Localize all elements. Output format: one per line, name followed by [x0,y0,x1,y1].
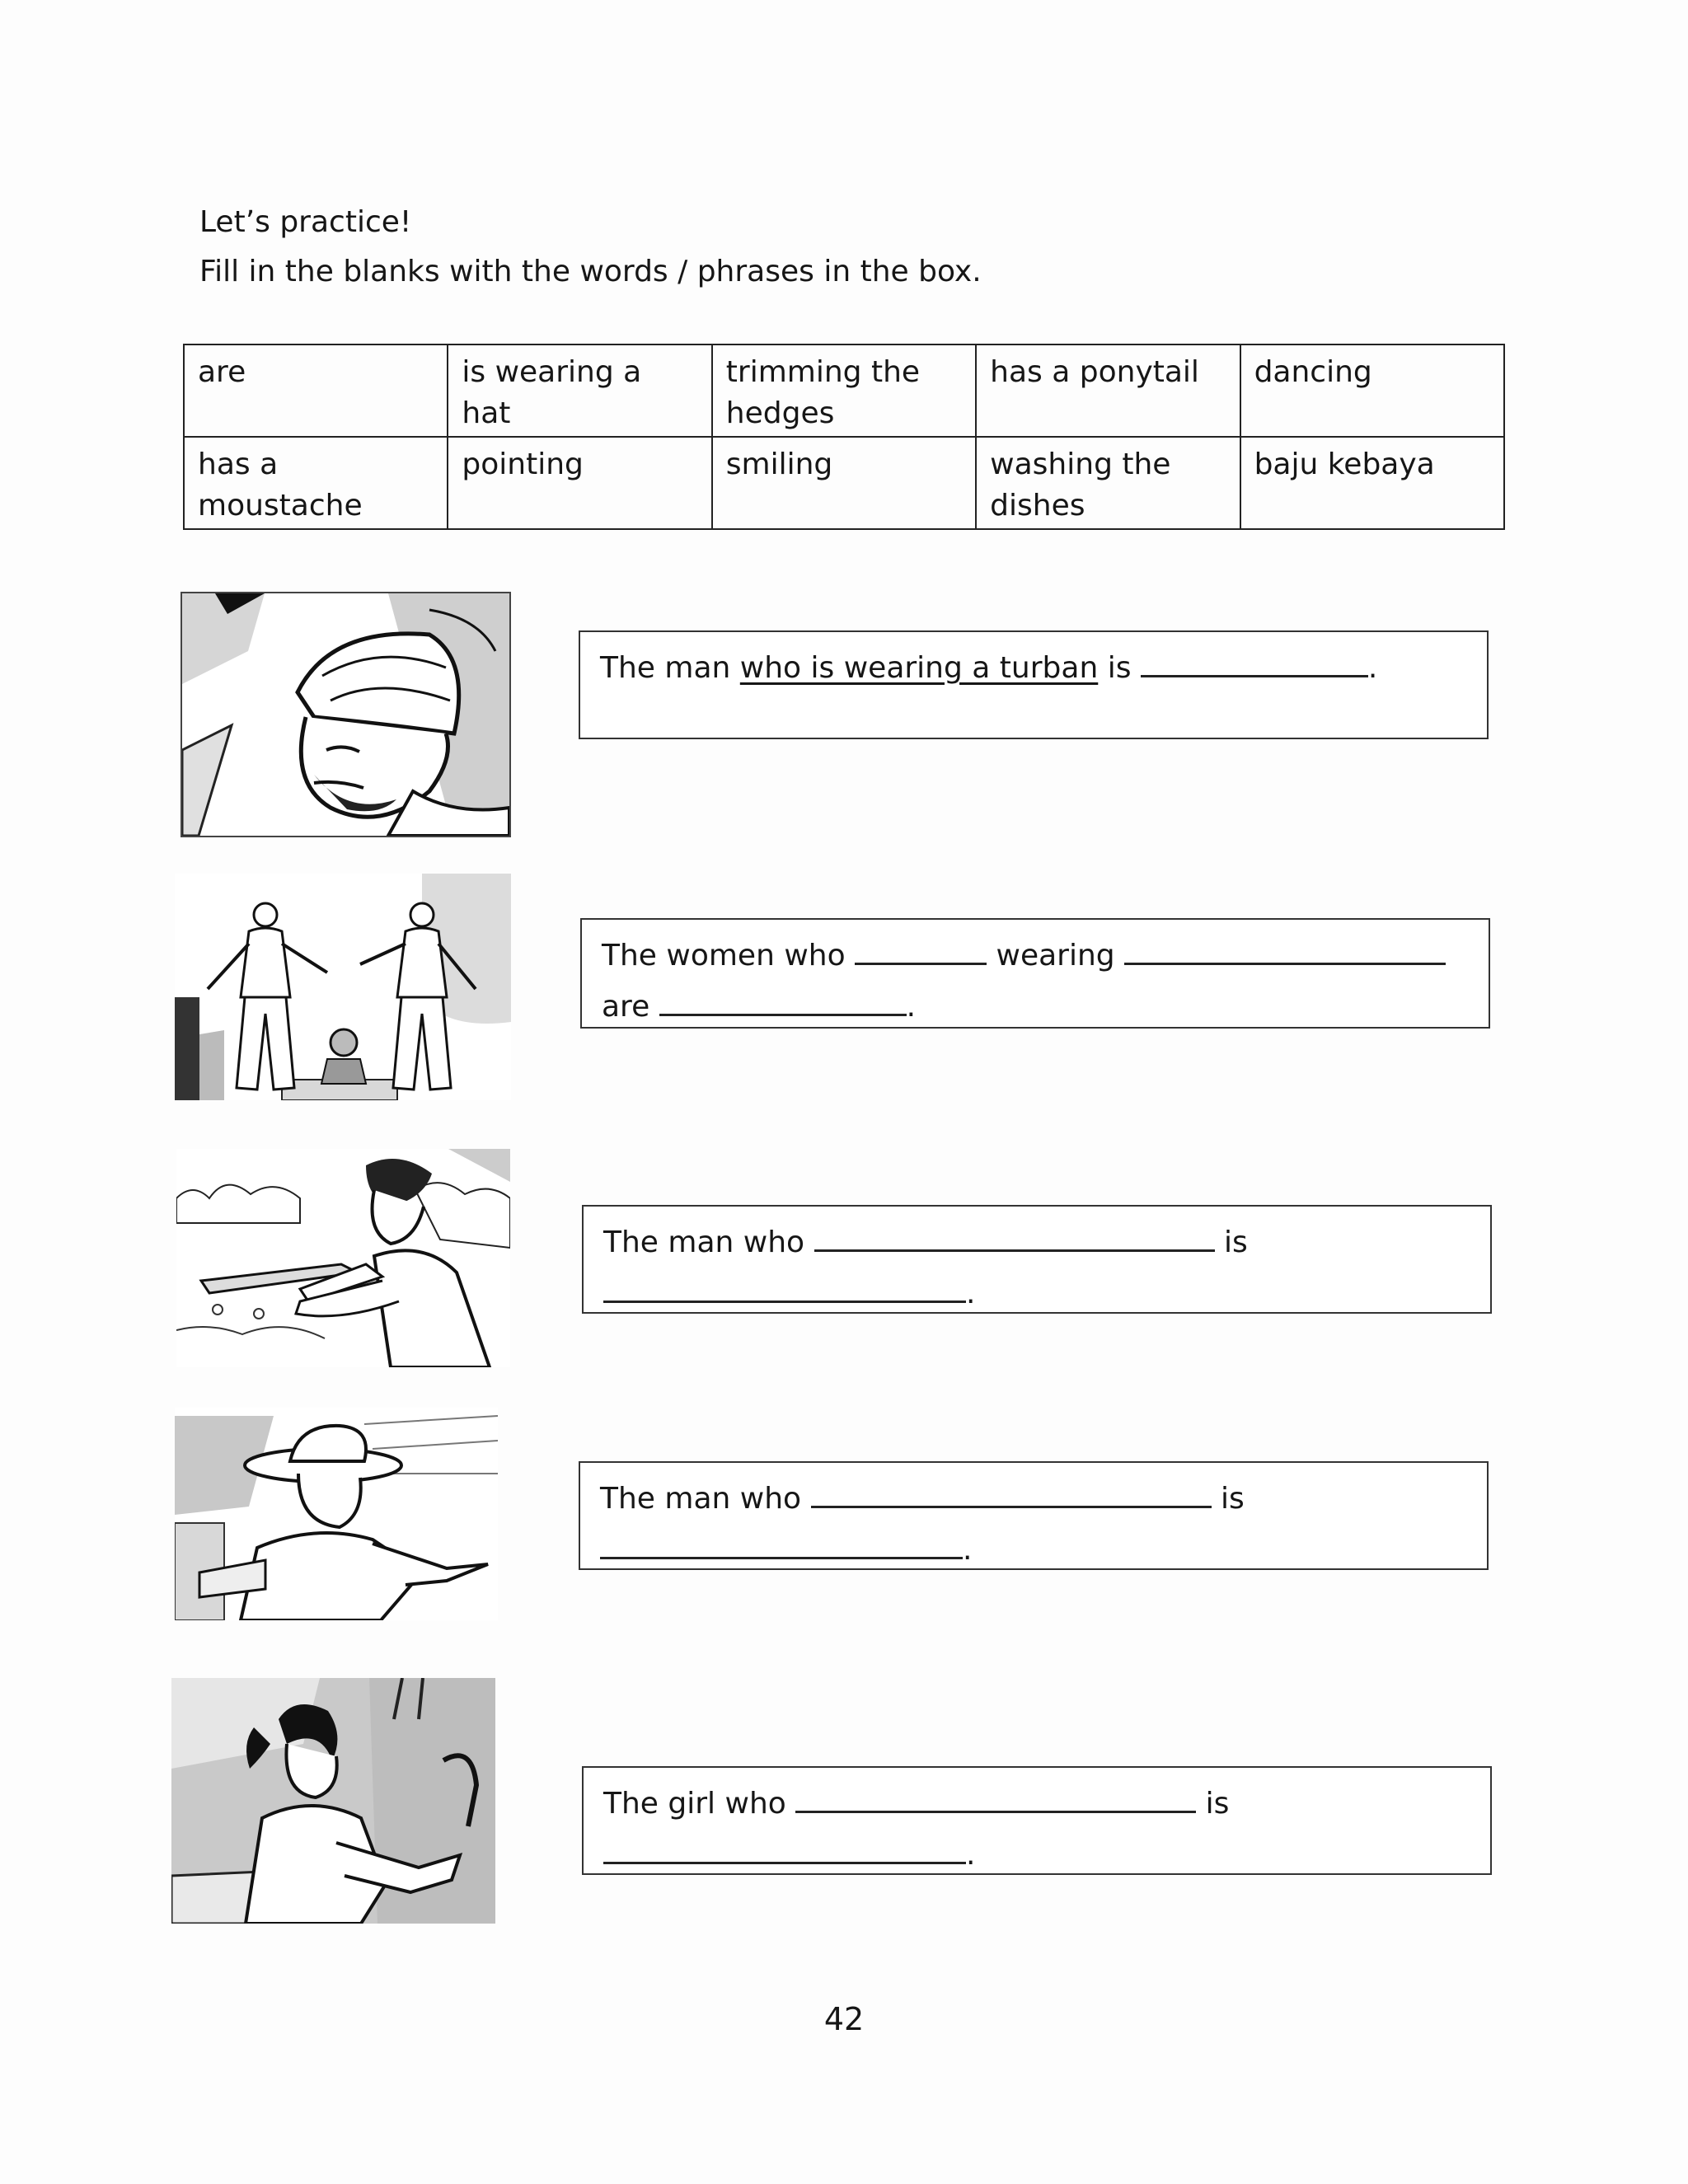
hedge-trimming-drawing [176,1149,510,1367]
word-bank-cell: has a moustache [184,437,448,529]
word-bank-cell: pointing [448,437,711,529]
washing-girl-drawing [171,1678,495,1924]
man-trimming-hedges-illustration [176,1149,510,1367]
word-bank-table [183,344,1505,530]
answer-blank[interactable] [1141,642,1368,677]
word-bank-cell: smiling [712,437,976,529]
sentence-end: . [906,990,917,1024]
sentence-text: is [1098,651,1141,685]
girl-with-ponytail-washing-dishes-illustration [171,1678,495,1924]
answer-blank[interactable] [1124,930,1446,965]
answer-blank[interactable] [659,981,907,1016]
answer-blank[interactable] [603,1829,966,1864]
sentence-text: are [602,990,659,1024]
answer-blank[interactable] [795,1778,1196,1813]
turban-man-drawing [182,593,509,836]
sentence-end: . [966,1277,976,1310]
answer-blank[interactable] [603,1268,966,1303]
sentence-text: The man who [600,1482,811,1516]
sentence-text: wearing [987,939,1125,972]
answer-blank[interactable] [855,930,987,965]
answer-blank[interactable] [811,1473,1212,1508]
sentence-line [600,642,1467,693]
sentence-line [603,1778,1470,1829]
word-bank-row [184,344,1504,437]
sentence-text: The man who [603,1226,814,1259]
women-dancing-in-baju-kebaya-illustration [175,874,511,1100]
dancing-women-drawing [175,874,511,1100]
instructions [199,198,982,297]
word-bank-cell: washing the dishes [976,437,1240,529]
word-bank-cell: dancing [1240,344,1504,437]
sentence-line [600,1524,1467,1575]
man-wearing-hat-pointing-illustration [175,1408,498,1620]
answer-box-1 [579,630,1489,739]
sentence-text: The girl who [603,1787,796,1821]
word-bank-cell: has a ponytail [976,344,1240,437]
answer-box-3 [582,1205,1492,1314]
word-bank-cell: baju kebaya [1240,437,1504,529]
man-wearing-turban-illustration [181,592,511,837]
answer-blank[interactable] [600,1524,963,1559]
word-bank-cell: are [184,344,448,437]
example-underlined-clause: who is wearing a turban [739,651,1099,685]
word-bank-row [184,437,1504,529]
sentence-text: is [1196,1787,1230,1821]
sentence-line [603,1829,1470,1880]
word-bank-cell: is wearing a hat [448,344,711,437]
pointing-man-drawing [175,1408,498,1620]
answer-box-2 [580,918,1490,1029]
answer-box-5 [582,1766,1492,1875]
sentence-line [602,930,1469,981]
sentence-text: is [1211,1482,1245,1516]
sentence-end: . [963,1533,973,1567]
answer-box-4 [579,1461,1489,1570]
sentence-end: . [1367,651,1378,685]
sentence-text: The man [600,651,740,685]
page-number: 42 [823,2001,865,2037]
sentence-line [602,981,1469,1032]
intro-heading: Let’s practice! [199,205,412,239]
answer-blank[interactable] [814,1216,1215,1252]
sentence-text: The women who [602,939,856,972]
word-bank-cell: trimming the hedges [712,344,976,437]
sentence-end: . [966,1838,976,1872]
intro-instruction: Fill in the blanks with the words / phrases in the box. [199,255,982,288]
sentence-text: is [1214,1226,1248,1259]
sentence-line [603,1268,1470,1319]
sentence-line [600,1473,1467,1524]
sentence-line [603,1216,1470,1268]
